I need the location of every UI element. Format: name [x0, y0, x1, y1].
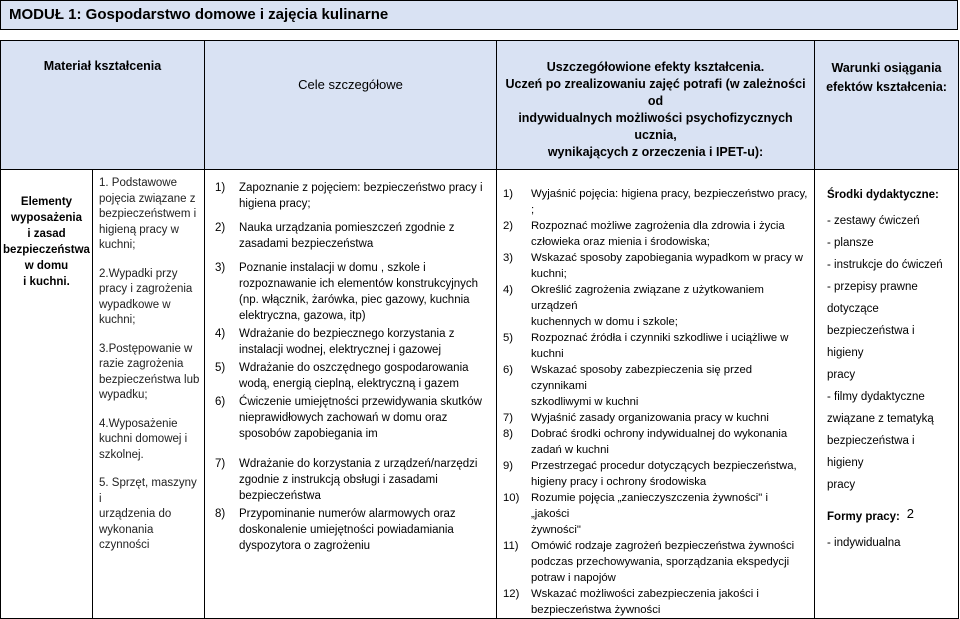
- efekt-item: 11) Omówić rodzaje zagrożeń bezpieczeństwa żywności podczas przechowywania, sporządzania ekspedycji potraw i napojów: [503, 540, 795, 584]
- efekt-item: 10) Rozumie pojęcia „zanieczyszczenia żywności" i „jakości żywności": [503, 492, 768, 536]
- srodki-item: bezpieczeństwa i higieny: [827, 325, 915, 359]
- srodki-item: pracy: [827, 369, 856, 381]
- srodki-item: dotyczące: [827, 303, 879, 315]
- topics-cell: [93, 170, 205, 619]
- cele-item: 8) Przypominanie numerów alarmowych oraz doskonalenie umiejętności powiadamiania dyspozytora o zagrożeniu: [215, 508, 456, 552]
- efekt-item: 1) Wyjaśnić pojęcia: higiena pracy, bezpieczeństwo pracy, ;: [503, 188, 808, 216]
- efekt-item: 4) Określić zagrożenia związane z użytkowaniem urządzeń kuchennych w domu i szkole;: [503, 284, 764, 328]
- efekt-item: 2) Rozpoznać możliwe zagrożenia dla zdrowia i życia człowieka oraz mienia i środowiska;: [503, 220, 785, 248]
- topic-item: 5. Sprzęt, maszyny i urządzenia do wykonania czynności: [99, 477, 197, 551]
- srodki-heading: Środki dydaktyczne:: [827, 189, 939, 201]
- page-number: 2: [906, 506, 914, 521]
- efekt-item: 7) Wyjaśnić zasady organizowania pracy w kuchni: [503, 412, 769, 424]
- cele-item: 4) Wdrażanie do bezpiecznego korzystania z instalacji wodnej, elektrycznej i gazowej: [215, 328, 455, 356]
- curriculum-table: [0, 40, 959, 619]
- srodki-item: - przepisy prawne: [827, 281, 918, 293]
- table-header-row: [1, 41, 959, 170]
- formy-item: - indywidualna: [827, 537, 901, 549]
- srodki-item: bezpieczeństwa i higieny: [827, 435, 915, 469]
- warunki-cell: [815, 170, 959, 619]
- elements-cell: Elementy wyposażenia i zasad bezpieczeństwa w domu i kuchni.: [1, 170, 93, 619]
- efekt-item: 5) Rozpoznać źródła i czynniki szkodliwe i uciążliwe w kuchni: [503, 332, 789, 360]
- srodki-item: pracy: [827, 479, 856, 491]
- efekt-item: 12) Wskazać możliwości zabezpieczenia jakości i bezpieczeństwa żywności: [503, 588, 759, 616]
- efekt-item: 9) Przestrzegać procedur dotyczących bezpieczeństwa, higieny pracy i ochrony środowiska: [503, 460, 797, 488]
- topic-item: 4.Wyposażenie kuchni domowej i szkolnej.: [99, 417, 188, 461]
- srodki-item: - plansze: [827, 237, 874, 249]
- srodki-item: związane z tematyką: [827, 413, 934, 425]
- cele-item: 6) Ćwiczenie umiejętności przewidywania skutków nieprawidłowych zachowań w domu oraz sposobów zapobiegania im: [215, 396, 482, 440]
- header-cele: Cele szczegółowe: [205, 41, 497, 170]
- efekt-item: 3) Wskazać sposoby zapobiegania wypadkom w pracy w kuchni;: [503, 252, 803, 280]
- cele-cell: [205, 170, 497, 619]
- efekt-item: 8) Dobrać środki ochrony indywidualnej do wykonania zadań w kuchni: [503, 428, 788, 456]
- module-title: MODUŁ 1: Gospodarstwo domowe i zajęcia kulinarne: [0, 0, 958, 30]
- efekt-item: 6) Wskazać sposoby zabezpieczenia się przed czynnikami szkodliwymi w kuchni: [503, 364, 753, 408]
- srodki-item: - zestawy ćwiczeń: [827, 215, 920, 227]
- cele-item: 3) Poznanie instalacji w domu , szkole i rozpoznawanie ich elementów konstrukcyjnych (np. włącznik, żarówka, piec gazowy, kuchnia elektryczna, gazowa, itp): [215, 262, 479, 322]
- topic-item: 1. Podstawowe pojęcia związane z bezpieczeństwem i higieną pracy w kuchni;: [99, 177, 197, 251]
- header-warunki: Warunki osiągania efektów kształcenia:: [815, 41, 959, 170]
- efekty-cell: [497, 170, 815, 619]
- formy-heading: Formy pracy:: [827, 511, 900, 523]
- table-body-row: [1, 170, 959, 619]
- header-material: Materiał kształcenia: [1, 41, 205, 170]
- topic-item: 2.Wypadki przy pracy i zagrożenia wypadkowe w kuchni;: [99, 267, 193, 326]
- topic-item: 3.Postępowanie w razie zagrożenia bezpieczeństwa lub wypadku;: [99, 342, 200, 401]
- cele-item: 2) Nauka urządzania pomieszczeń zgodnie z zasadami bezpieczeństwa: [215, 222, 455, 250]
- cele-item: 5) Wdrażanie do oszczędnego gospodarowania wodą, energią cieplną, elektryczną i gazem: [215, 362, 469, 390]
- cele-item: 1) Zapoznanie z pojęciem: bezpieczeństwo pracy i higiena pracy;: [215, 182, 483, 210]
- srodki-item: - filmy dydaktyczne: [827, 391, 925, 403]
- cele-item: 7) Wdrażanie do korzystania z urządzeń/narzędzi zgodnie z instrukcją obsługi i zasadami bezpieczeństwa: [215, 458, 478, 502]
- srodki-item: - instrukcje do ćwiczeń: [827, 259, 943, 271]
- header-efekty: Uszczegółowione efekty kształcenia. Uczeń po zrealizowaniu zajęć potrafi (w zależności od indywidualnych możliwości psychofizycznych ucznia, wynikających z orzeczenia i IPET-u):: [497, 41, 815, 170]
